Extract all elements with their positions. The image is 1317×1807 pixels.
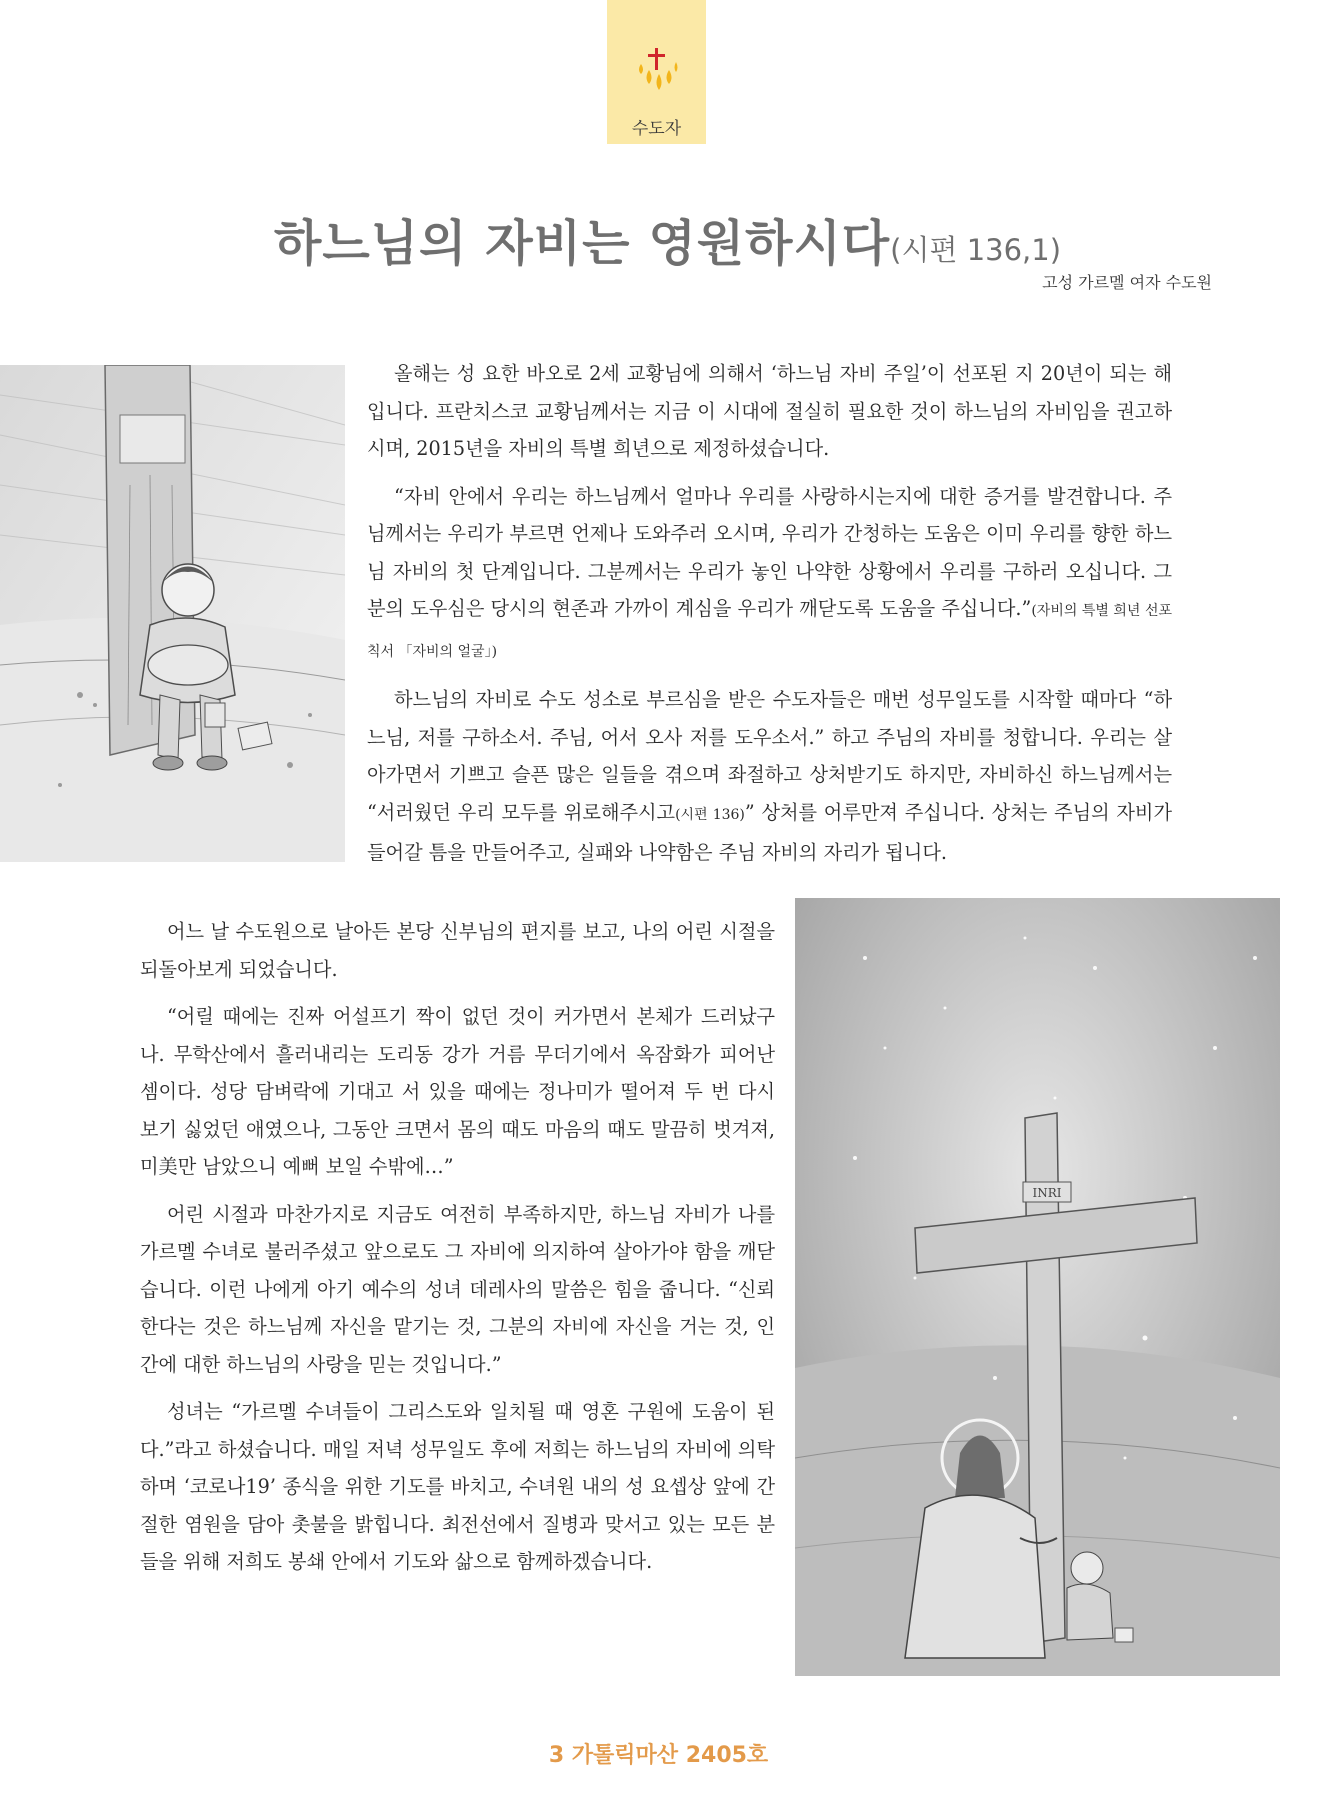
quote-bull-text: “자비 안에서 우리는 하느님께서 얼마나 우리를 사랑하시는지에 대한 증거를 발견합니다. 주님께서는 우리가 부르면 언제나 도와주러 오시며, 우리가 간청하는 도움은 이미 우리를 향한 하느님 자비의 첫 단계입니다. 그분께서는 우리가 놓인 나약한 상황에서 우리를 구하러 오십니다. 그분의 도우심은 당시의 현존과 가까이 계심을 우리가 깨닫도록 도움을 주십니다.”: [367, 484, 1172, 620]
illustration-jesus-cross: [795, 898, 1280, 1676]
paragraph-quote-bull: [367, 478, 1172, 672]
section-tab: [607, 0, 706, 144]
candle-cross-icon: [635, 48, 679, 94]
paragraph-divine-office: [367, 681, 1172, 872]
title-main: 하느님의 자비는 영원하시다: [274, 215, 891, 272]
article-column-left: [140, 913, 775, 1591]
title-reference: (시편 136,1): [890, 233, 1062, 267]
divine-office-tail: ” 상처를 어루만져 주십니다. 상처는 주님의 자비가 들어갈 틈을 만들어주고, 실패와 나약함은 주님 자비의 자리가 됩니다.: [367, 800, 1172, 864]
paragraph-therese: 어린 시절과 마찬가지로 지금도 여전히 부족하지만, 하느님 자비가 나를 가르멜 수녀로 불러주셨고 앞으로도 그 자비에 의지하여 살아가야 함을 깨닫습니다. 이런 나에게 아기 예수의 성녀 데레사의 말씀은 힘을 줍니다. “신뢰한다는 것은 하느님께 자신을 맡기는 것, 그분의 자비에 자신을 거는 것, 인간에 대한 하느님의 사랑을 믿는 것입니다.”: [140, 1202, 775, 1376]
cross-inri-sign: INRI: [1032, 1186, 1062, 1200]
illustration-boy-pillar: [0, 365, 345, 862]
page-title: [274, 205, 1061, 275]
article-column-top: [367, 355, 1172, 882]
paragraph-letter: 어느 날 수도원으로 날아든 본당 신부님의 편지를 보고, 나의 어린 시절을 되돌아보게 되었습니다.: [140, 920, 775, 981]
psalm-citation: (시편 136): [675, 806, 745, 823]
quote-bull-citation: (자비의 특별 희년 선포 칙서 「자비의 얼굴」): [367, 603, 1172, 660]
paragraph-priest-quote: “어릴 때에는 진짜 어설프기 짝이 없던 것이 커가면서 본체가 드러났구나. 무학산에서 흘러내리는 도리동 강가 거름 무더기에서 옥잠화가 피어난 셈이다. 성당 담벼락에 기대고 서 있을 때에는 정나미가 떨어져 두 번 다시 보기 싫었던 애였으나, 그동안 크면서 몸의 때도 마음의 때도 말끔히 벗겨져, 미美만 남았으니 예뻐 보일 수밖에…”: [140, 1005, 775, 1178]
author-byline: 고성 가르멜 여자 수도원: [1042, 273, 1212, 292]
divine-office-text: 하느님의 자비로 수도 성소로 부르심을 받은 수도자들은 매번 성무일도를 시작할 때마다 “하느님, 저를 구하소서. 주님, 어서 오사 저를 도우소서.” 하고 주님의 자비를 청합니다. 우리는 살아가면서 기쁘고 슬픈 많은 일들을 겪으며 좌절하고 상처받기도 하지만, 자비하신 하느님께서는 “서러웠던 우리 모두를 위로해주시고: [367, 688, 1172, 824]
section-label: 수도자: [631, 119, 682, 139]
page-footer: 3 가톨릭마산 2405호: [548, 1743, 769, 1768]
paragraph-prayer: 성녀는 “가르멜 수녀들이 그리스도와 일치될 때 영혼 구원에 도움이 된다.”라고 하셨습니다. 매일 저녁 성무일도 후에 저희는 하느님의 자비에 의탁하며 ‘코로나19’ 종식을 위한 기도를 바치고, 수녀원 내의 성 요셉상 앞에 간절한 염원을 담아 촛불을 밝힙니다. 최전선에서 질병과 맞서고 있는 모든 분들을 위해 저희도 봉쇄 안에서 기도와 삶으로 함께하겠습니다.: [140, 1400, 775, 1573]
paragraph-intro: 올해는 성 요한 바오로 2세 교황님에 의해서 ‘하느님 자비 주일’이 선포된 지 20년이 되는 해입니다. 프란치스코 교황님께서는 지금 이 시대에 절실히 필요한 것이 하느님의 자비임을 권고하시며, 2015년을 자비의 특별 희년으로 제정하셨습니다.: [367, 362, 1172, 460]
